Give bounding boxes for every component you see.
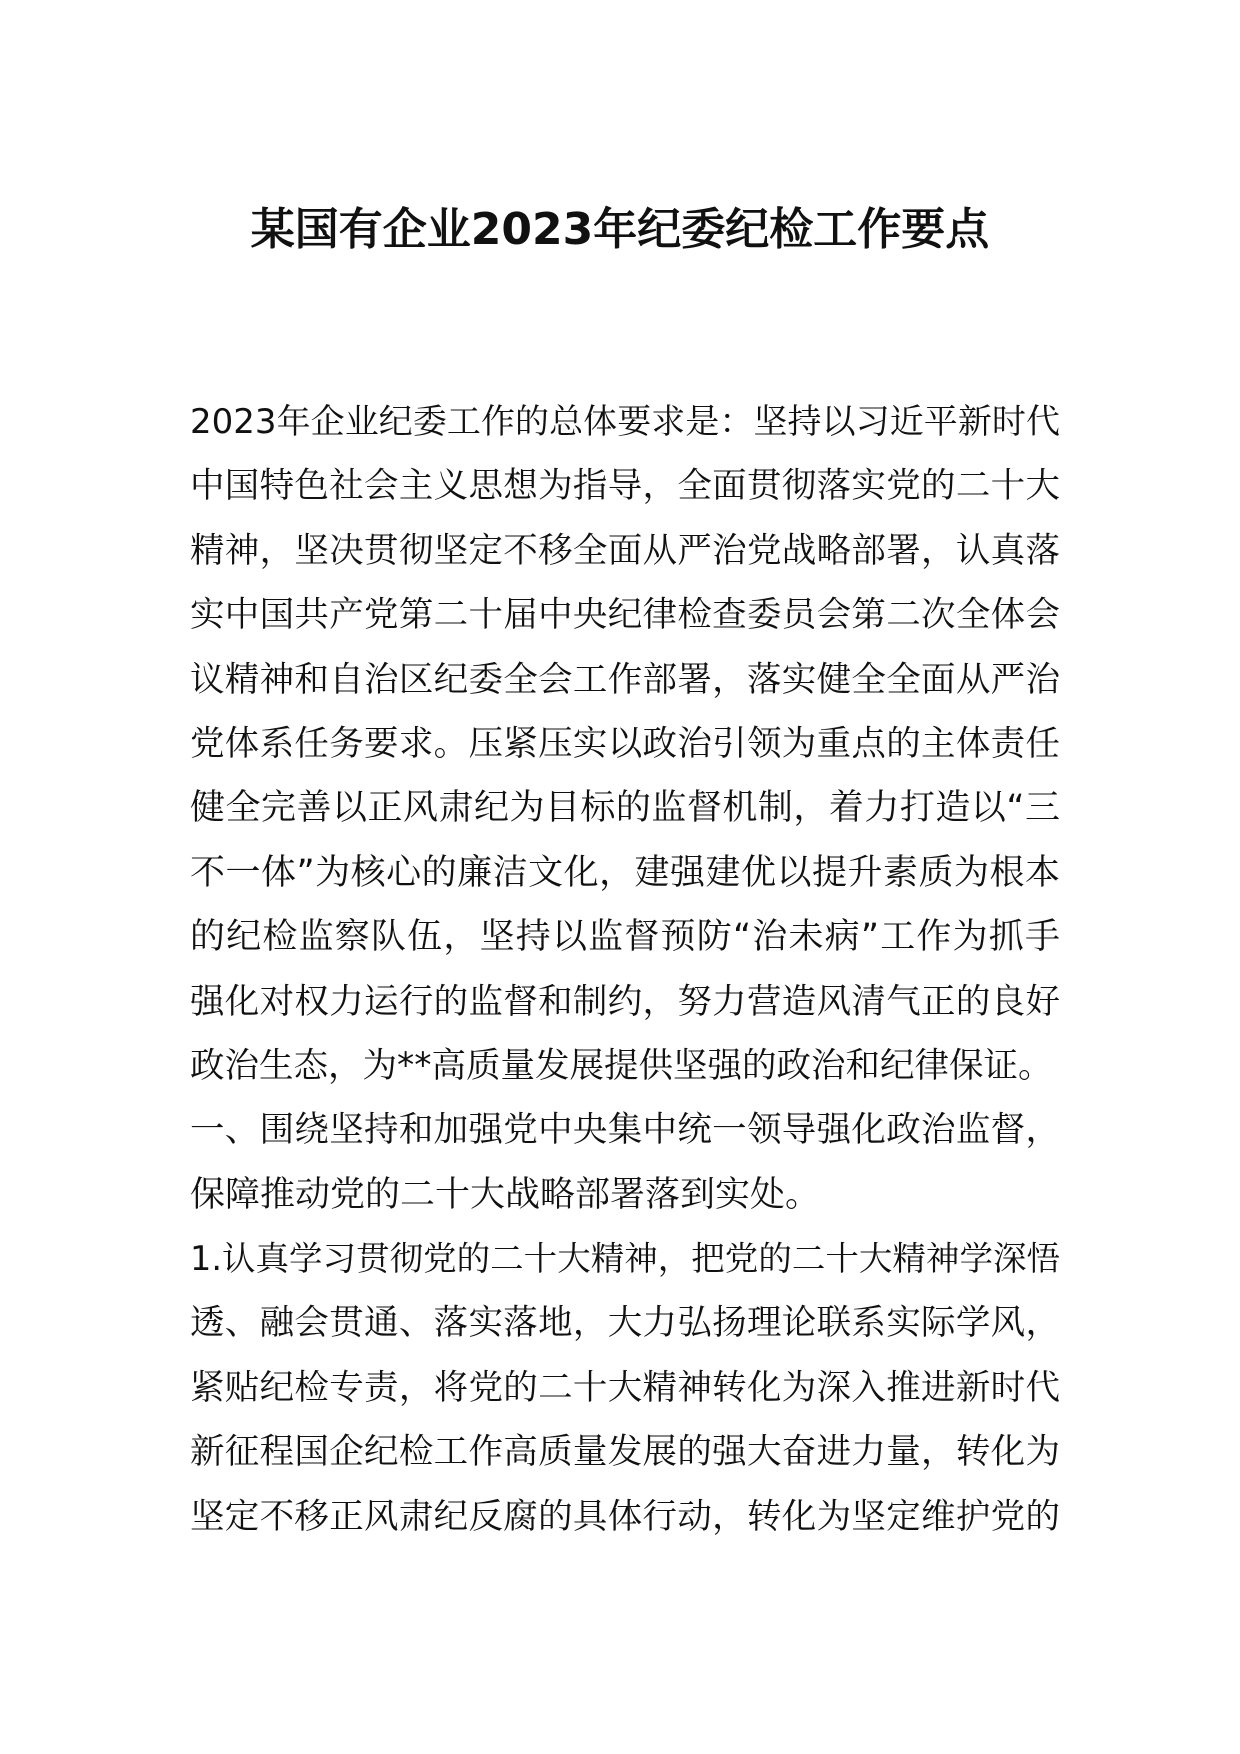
document-title: 某国有企业2023年纪委纪检工作要点 [250, 204, 990, 255]
body-line: 透、融会贯通、落实落地，大力弘扬理论联系实际学风， [190, 1303, 1060, 1344]
body-line: 的纪检监察队伍，坚持以监督预防“治未病”工作为抓手 [190, 917, 1060, 958]
body-line: 议精神和自治区纪委全会工作部署，落实健全全面从严治 [190, 659, 1060, 700]
body-line: 精神，坚决贯彻坚定不移全面从严治党战略部署，认真落 [190, 530, 1060, 571]
document-body [190, 390, 1060, 1549]
body-line: 中国特色社会主义思想为指导，全面贯彻落实党的二十大 [190, 466, 1060, 507]
body-line: 新征程国企纪检工作高质量发展的强大奋进力量，转化为 [190, 1432, 1060, 1473]
section-heading-line: 一、围绕坚持和加强党中央集中统一领导强化政治监督， [190, 1110, 1060, 1151]
body-line: 1.认真学习贯彻党的二十大精神，把党的二十大精神学深悟 [190, 1239, 1060, 1279]
body-line: 坚定不移正风肃纪反腐的具体行动，转化为坚定维护党的 [190, 1496, 1060, 1537]
body-line: 强化对权力运行的监督和制约，努力营造风清气正的良好 [190, 981, 1060, 1022]
body-line: 紧贴纪检专责，将党的二十大精神转化为深入推进新时代 [190, 1367, 1060, 1408]
body-line: 健全完善以正风肃纪为目标的监督机制，着力打造以“三 [190, 788, 1060, 829]
body-line: 政治生态，为**高质量发展提供坚强的政治和纪律保证。 [190, 1045, 1053, 1086]
section-heading-line: 保障推动党的二十大战略部署落到实处。 [190, 1174, 821, 1215]
body-line: 实中国共产党第二十届中央纪律检查委员会第二次全体会 [190, 595, 1060, 636]
body-line: 党体系任务要求。压紧压实以政治引领为重点的主体责任 [190, 723, 1060, 764]
body-line: 不一体”为核心的廉洁文化，建强建优以提升素质为根本 [190, 852, 1060, 893]
body-line: 2023年企业纪委工作的总体要求是：坚持以习近平新时代 [190, 402, 1060, 442]
